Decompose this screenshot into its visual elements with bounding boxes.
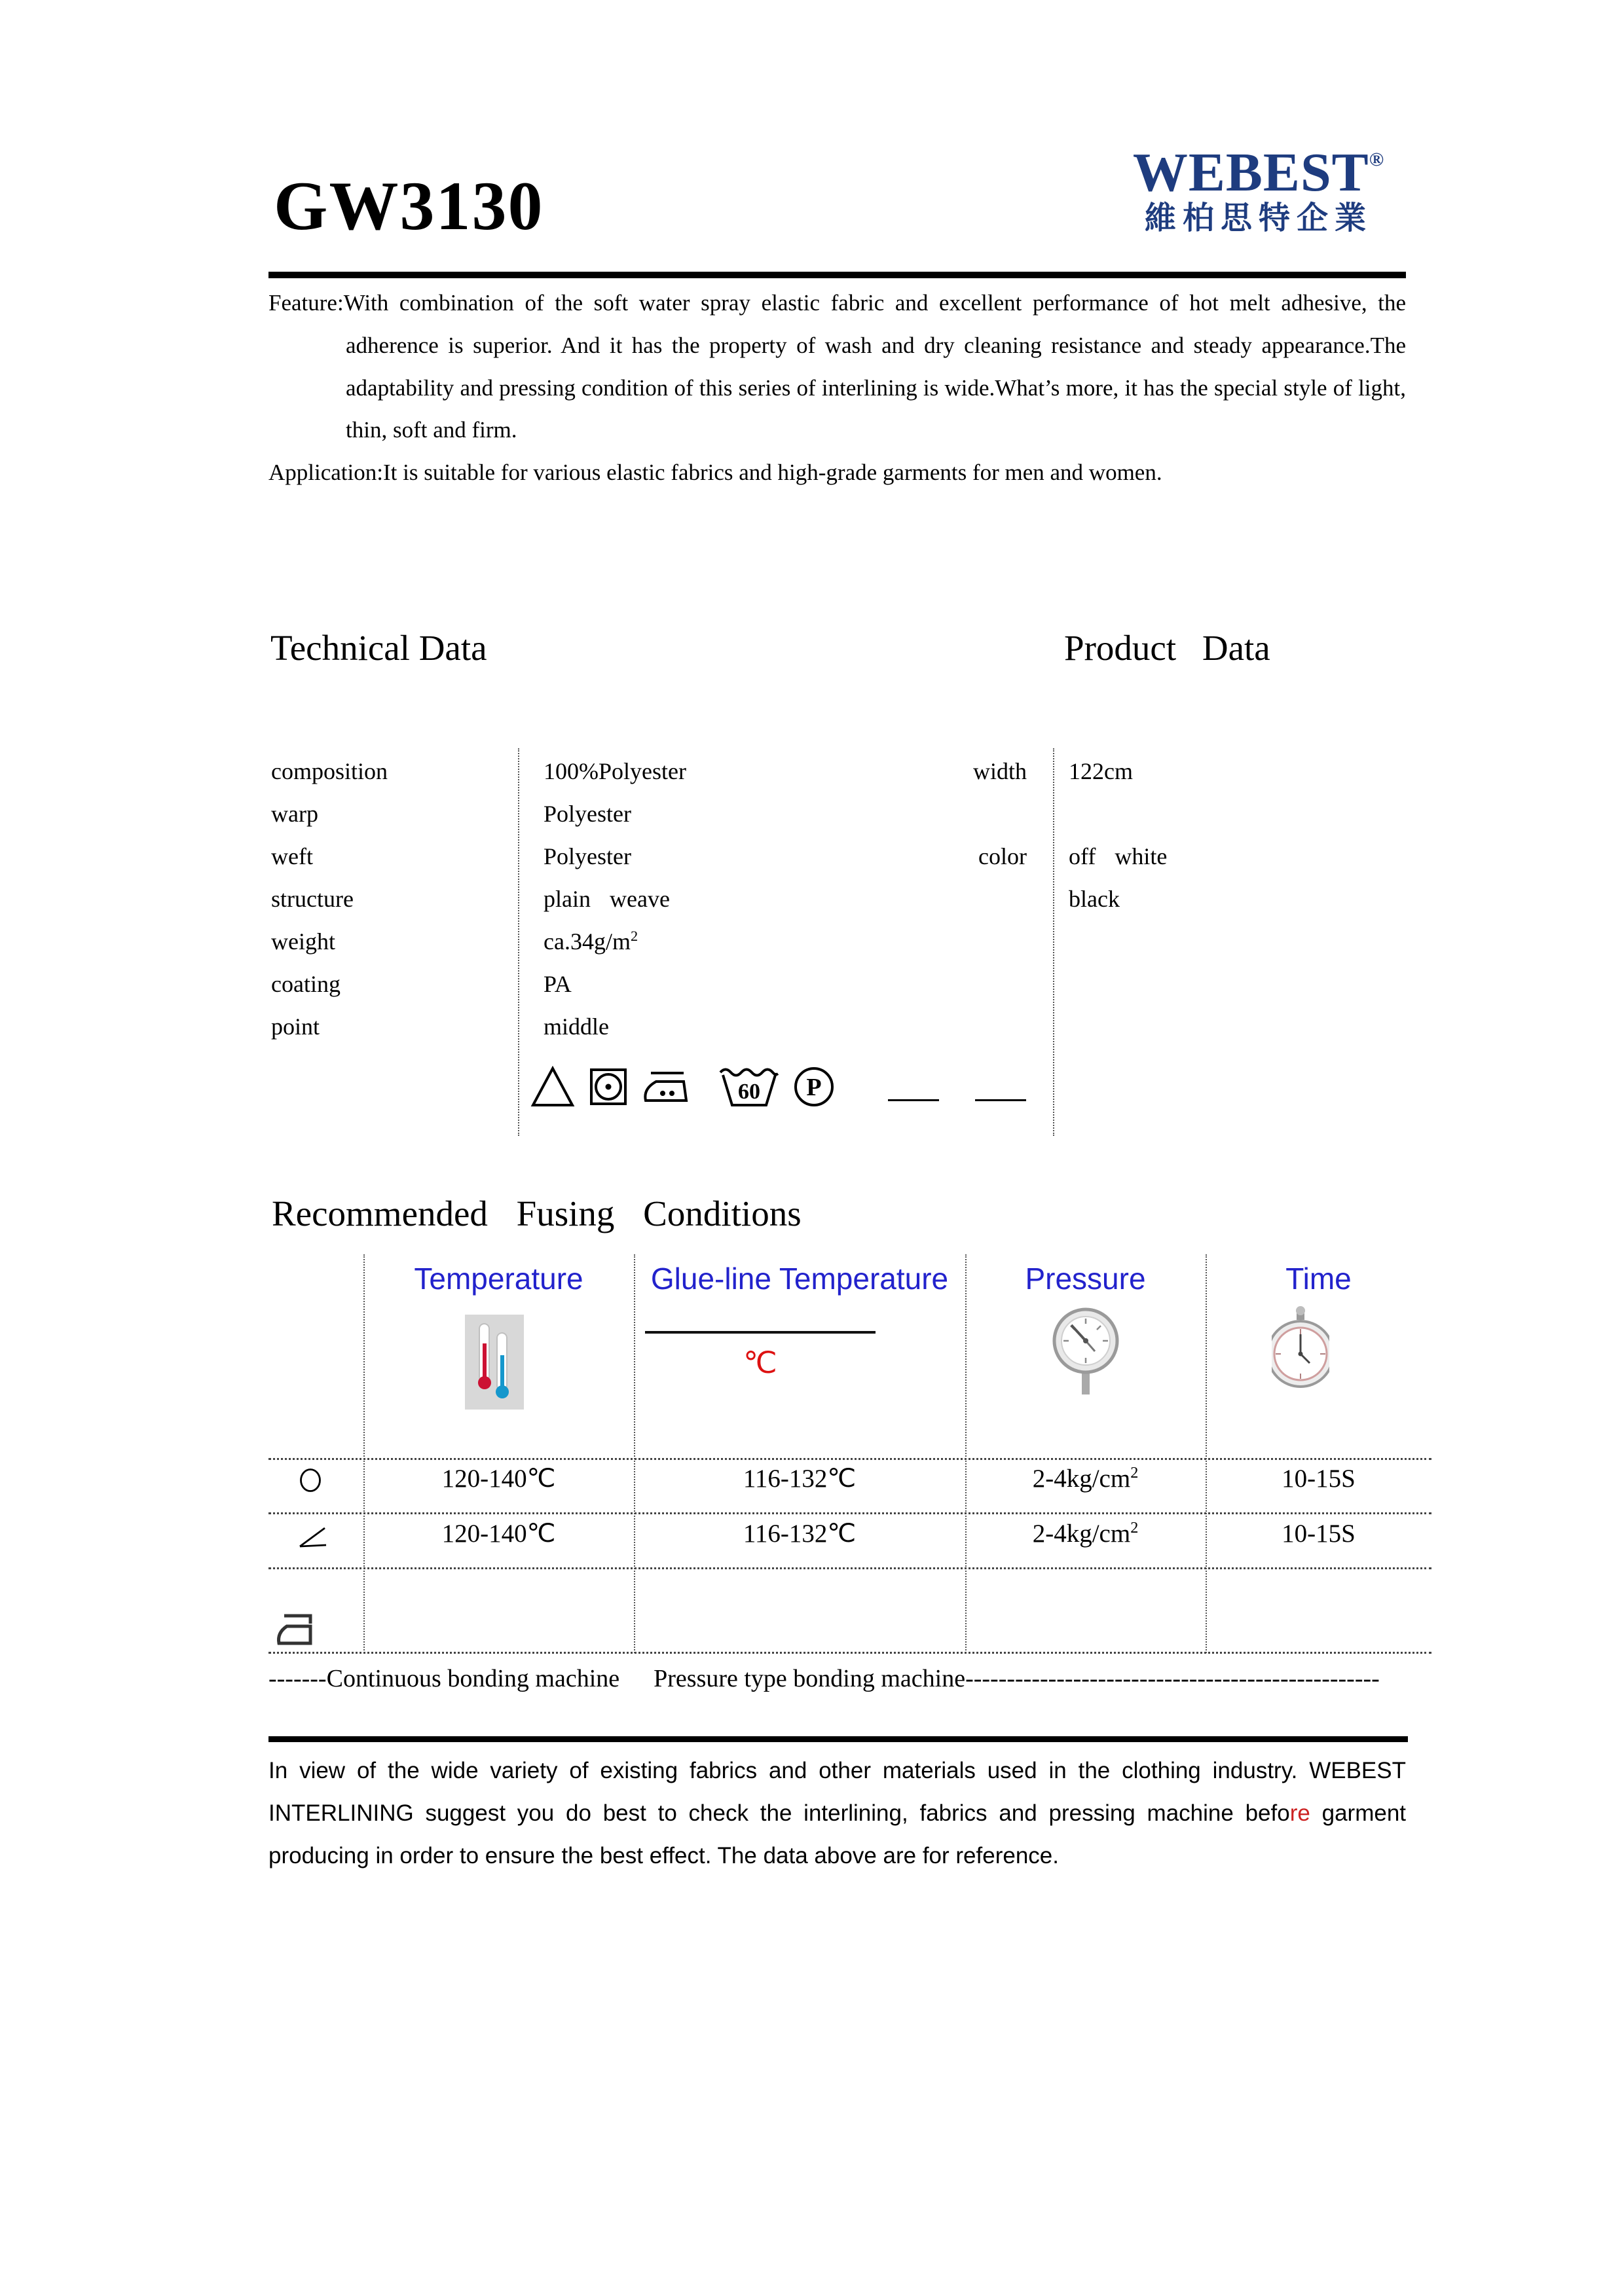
pressure-gauge-icon xyxy=(1052,1303,1120,1408)
fusing-row-divider-2 xyxy=(268,1512,1431,1514)
disclaimer-paragraph xyxy=(268,1749,1406,1877)
cell-glue-line-row1: 116-132℃ xyxy=(743,1465,857,1493)
pressure-value: 2-4kg/cm xyxy=(1032,1465,1131,1493)
intro-section xyxy=(268,282,1406,494)
disclaimer-text-1: In view of the wide variety of existing fabrics and other materials used in the clothing industry. WEBEST INTERLINING suggest you do best to check the interlining, fabrics and pressing machine befo xyxy=(268,1758,1406,1826)
footnote-continuous-machine: Continuous bonding machine xyxy=(326,1665,620,1692)
cell-temperature-row2: 120-140℃ xyxy=(441,1520,556,1548)
footnote-lead-dashes: ------- xyxy=(268,1665,327,1692)
feature-text: With combination of the soft water spray elastic fabric and excellent performance of hot melt adhesive, the adherence is superior. And it has the property of wash and dry cleaning resistance and steady appearance.The adaptability and pressing condition of this series of interlining is wide.What’s more, it has the special style of light, thin, soft and firm. xyxy=(343,290,1406,443)
disclaimer-section xyxy=(268,1749,1406,1877)
row-value-weft: Polyester xyxy=(544,843,631,869)
feature-label: Feature: xyxy=(268,290,344,316)
registered-trademark-icon: ® xyxy=(1369,149,1385,170)
column-header-time: Time xyxy=(1285,1262,1352,1296)
iron-machine-icon xyxy=(275,1612,316,1647)
row-label-composition: composition xyxy=(271,758,388,784)
application-paragraph xyxy=(268,452,1406,494)
cell-time-row2: 10-15S xyxy=(1282,1520,1356,1548)
cell-time-row1: 10-15S xyxy=(1282,1465,1356,1493)
pressure-value: 2-4kg/cm xyxy=(1032,1520,1131,1548)
footer-divider-rule xyxy=(268,1736,1408,1742)
brand-logo xyxy=(1124,142,1393,236)
row-label-width: width xyxy=(972,758,1027,784)
footnote-trail-dashes: -------------------------------------------------- xyxy=(965,1665,1380,1692)
disclaimer-text-2: garment producing in order to ensure the best effect. The data above are for reference. xyxy=(268,1800,1407,1868)
weight-superscript: 2 xyxy=(630,928,638,944)
header-divider-rule xyxy=(268,272,1406,278)
iron-medium-icon xyxy=(640,1069,689,1104)
technical-data-table xyxy=(268,748,1406,1136)
row-value-width: 122cm xyxy=(1069,758,1133,784)
bonding-machine-footnote xyxy=(268,1664,1431,1693)
product-data-heading: Product Data xyxy=(1064,628,1270,668)
table-divider-right xyxy=(1053,748,1054,1136)
blank-line-mark xyxy=(975,1099,1026,1101)
brand-name: WEBEST xyxy=(1132,142,1369,203)
bleach-triangle-icon xyxy=(530,1066,575,1108)
row-value-weight xyxy=(544,928,638,955)
fusing-col-divider-1 xyxy=(363,1254,365,1653)
celsius-unit-label: ℃ xyxy=(743,1346,777,1379)
dry-clean-letter: P xyxy=(806,1074,822,1101)
technical-data-heading: Technical Data xyxy=(270,628,487,668)
fusing-row-divider-4 xyxy=(268,1652,1431,1654)
pressure-superscript: 2 xyxy=(1130,1519,1139,1537)
column-header-glue-line: Glue-line Temperature xyxy=(650,1262,949,1296)
brand-wordmark xyxy=(1124,142,1393,203)
weight-value: ca.34g/m xyxy=(544,928,631,955)
row-value-color-1: off white xyxy=(1069,843,1168,869)
product-code-title: GW3130 xyxy=(274,168,544,244)
blank-line-mark xyxy=(888,1099,939,1101)
fusing-row-divider-1 xyxy=(268,1458,1431,1460)
fusing-conditions-table xyxy=(268,1254,1431,1654)
angle-machine-icon xyxy=(297,1525,327,1549)
row-label-coating: coating xyxy=(271,971,341,997)
row-label-structure: structure xyxy=(271,886,354,912)
wash-temperature-label: 60 xyxy=(738,1080,760,1104)
dry-clean-p-icon xyxy=(793,1066,835,1108)
stopwatch-icon xyxy=(1272,1305,1329,1389)
cell-temperature-row1: 120-140℃ xyxy=(441,1465,556,1493)
feature-paragraph xyxy=(268,282,1406,452)
fusing-col-divider-4 xyxy=(1206,1254,1207,1653)
row-label-color: color xyxy=(978,843,1027,869)
column-header-pressure: Pressure xyxy=(1025,1262,1146,1296)
row-label-weight: weight xyxy=(271,928,335,955)
table-divider-left xyxy=(518,748,519,1136)
glue-line-underline xyxy=(645,1331,876,1334)
cell-glue-line-row2: 116-132℃ xyxy=(743,1520,857,1548)
brand-chinese-name: 維柏思特企業 xyxy=(1144,200,1373,236)
fusing-col-divider-2 xyxy=(634,1254,635,1653)
row-value-warp: Polyester xyxy=(544,801,631,827)
application-label: Application: xyxy=(268,460,383,486)
fusing-conditions-heading: Recommended Fusing Conditions xyxy=(272,1194,802,1233)
row-label-warp: warp xyxy=(271,801,318,827)
thermometer-icon xyxy=(465,1315,524,1410)
fusing-col-divider-3 xyxy=(965,1254,967,1653)
row-label-point: point xyxy=(271,1013,320,1040)
row-value-color-2: black xyxy=(1069,886,1120,912)
footnote-pressure-machine: Pressure type bonding machine xyxy=(654,1665,966,1692)
wash-60-icon xyxy=(718,1065,780,1109)
fusing-row-divider-3 xyxy=(268,1567,1431,1569)
column-header-temperature: Temperature xyxy=(414,1262,583,1296)
cell-pressure-row2 xyxy=(965,1519,1206,1548)
cell-pressure-row1 xyxy=(965,1464,1206,1493)
care-symbols-row xyxy=(530,1059,1026,1115)
row-value-structure: plain weave xyxy=(544,886,670,912)
row-value-composition: 100%Polyester xyxy=(544,758,686,784)
row-value-point: middle xyxy=(544,1013,609,1040)
disclaimer-red-text: re xyxy=(1289,1800,1310,1826)
pressure-superscript: 2 xyxy=(1130,1464,1139,1482)
circle-machine-icon xyxy=(299,1468,322,1493)
application-text: It is suitable for various elastic fabrics and high-grade garments for men and women. xyxy=(382,460,1162,486)
row-value-coating: PA xyxy=(544,971,572,997)
row-label-weft: weft xyxy=(271,843,313,869)
tumble-dry-icon xyxy=(589,1068,627,1106)
